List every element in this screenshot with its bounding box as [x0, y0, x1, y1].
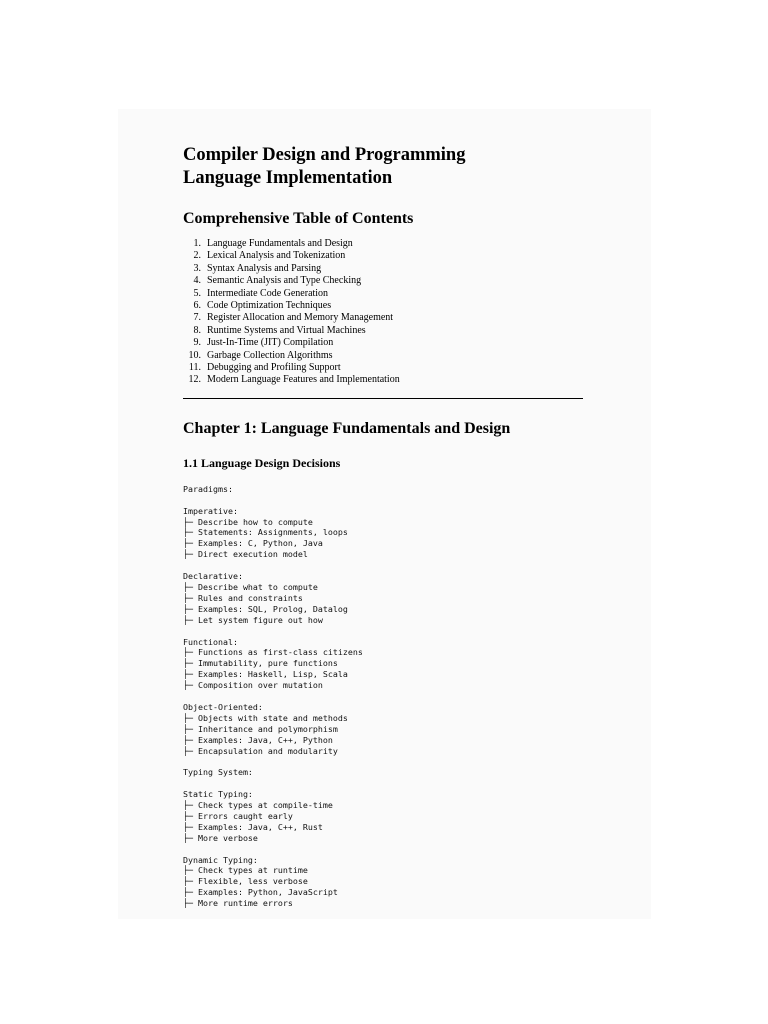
code-line: Imperative:: [183, 505, 238, 516]
code-line: ├─ Examples: Python, JavaScript: [183, 887, 338, 898]
toc-item-label: Lexical Analysis and Tokenization: [207, 250, 346, 262]
code-line: ├─ Errors caught early: [183, 810, 293, 821]
code-line: Static Typing:: [183, 789, 253, 800]
document-title-line: Compiler Design and Programming: [183, 145, 466, 165]
toc-item-label: Intermediate Code Generation: [207, 287, 329, 299]
code-line: ├─ Composition over mutation: [183, 680, 323, 691]
code-line: ├─ Examples: Java, C++, Rust: [183, 821, 323, 832]
code-line: ├─ More runtime errors: [183, 898, 293, 909]
toc-item-number: 10.: [188, 349, 201, 361]
toc-item-number: 1.: [193, 238, 201, 249]
code-line: ├─ Let system figure out how: [183, 614, 323, 625]
toc-item: [183, 362, 593, 374]
code-line: ├─ Describe what to compute: [183, 582, 318, 592]
toc-item: [183, 312, 593, 324]
document-title-line: Language Implementation: [183, 167, 393, 188]
toc-item-label: Debugging and Profiling Support: [207, 362, 341, 374]
toc-item: [183, 288, 593, 300]
code-line: [183, 691, 593, 702]
code-line: [183, 626, 593, 637]
toc-item-number: 4.: [193, 275, 201, 287]
toc-heading: Comprehensive Table of Contents: [183, 210, 414, 227]
code-line: ├─ Encapsulation and modularity: [183, 745, 338, 756]
toc-item-number: 8.: [193, 324, 201, 336]
code-line: ├─ Check types at compile-time: [183, 800, 333, 811]
toc-item-number: 3.: [193, 262, 201, 274]
document-title: [183, 144, 593, 189]
toc-item-label: Syntax Analysis and Parsing: [207, 262, 322, 274]
code-line: Declarative:: [183, 571, 243, 582]
toc-item-label: Code Optimization Techniques: [207, 300, 332, 312]
code-line: Object-Oriented:: [183, 701, 263, 712]
code-line: [183, 495, 593, 506]
code-block: [183, 484, 593, 909]
toc-item-number: 11.: [188, 362, 201, 374]
code-line: [183, 756, 593, 767]
toc-item-label: Language Fundamentals and Design: [207, 238, 353, 249]
section-divider: [183, 398, 583, 399]
code-line: ├─ Examples: SQL, Prolog, Datalog: [183, 603, 348, 614]
code-line: ├─ Check types at runtime: [183, 865, 308, 876]
toc-item-number: 7.: [193, 312, 201, 324]
toc-item: [183, 275, 593, 287]
code-line: [183, 560, 593, 571]
toc-item-label: Just-In-Time (JIT) Compilation: [207, 337, 334, 349]
section-title: 1.1 Language Design Decisions: [183, 455, 341, 470]
toc-item: [183, 374, 593, 386]
toc-item: [183, 337, 593, 349]
toc-item: [183, 263, 593, 275]
code-line: ├─ Objects with state and methods: [183, 712, 348, 723]
code-line: ├─ Rules and constraints: [183, 592, 303, 603]
toc-item: [183, 325, 593, 337]
code-line: ├─ Inheritance and polymorphism: [183, 723, 338, 734]
code-line: Functional:: [183, 636, 238, 647]
toc-item-label: Runtime Systems and Virtual Machines: [207, 324, 366, 336]
toc-item: [183, 250, 593, 262]
code-line: ├─ Functions as first-class citizens: [183, 647, 363, 658]
table-of-contents: [183, 238, 593, 387]
code-line: ├─ Direct execution model: [183, 549, 308, 560]
toc-item-number: 12.: [188, 374, 201, 386]
code-line: ├─ Examples: C, Python, Java: [183, 538, 323, 549]
toc-item: [183, 238, 593, 250]
code-line: ├─ Flexible, less verbose: [183, 876, 308, 887]
toc-item-label: Garbage Collection Algorithms: [207, 349, 333, 361]
toc-item-number: 6.: [193, 300, 201, 312]
toc-item: [183, 300, 593, 312]
toc-item-number: 5.: [193, 287, 201, 299]
code-line: ├─ Immutability, pure functions: [183, 658, 338, 669]
document-page: [118, 109, 651, 919]
toc-item-number: 9.: [193, 337, 201, 349]
code-line: Typing System:: [183, 767, 253, 778]
code-line: Paradigms:: [183, 483, 233, 494]
code-line: [183, 844, 593, 855]
toc-item-number: 2.: [193, 250, 201, 262]
code-line: ├─ More verbose: [183, 832, 258, 843]
toc-item-label: Semantic Analysis and Type Checking: [207, 275, 362, 287]
toc-item: [183, 350, 593, 362]
toc-item-label: Register Allocation and Memory Management: [207, 312, 394, 324]
code-line: ├─ Examples: Java, C++, Python: [183, 734, 333, 745]
code-line: ├─ Describe how to compute: [183, 516, 313, 527]
code-line: Dynamic Typing:: [183, 854, 258, 865]
code-line: ├─ Examples: Haskell, Lisp, Scala: [183, 669, 348, 680]
code-line: ├─ Statements: Assignments, loops: [183, 527, 348, 538]
page-content: [183, 144, 593, 909]
code-line: [183, 778, 593, 789]
toc-item-label: Modern Language Features and Implementation: [207, 374, 400, 386]
chapter-title: Chapter 1: Language Fundamentals and Design: [183, 419, 511, 437]
